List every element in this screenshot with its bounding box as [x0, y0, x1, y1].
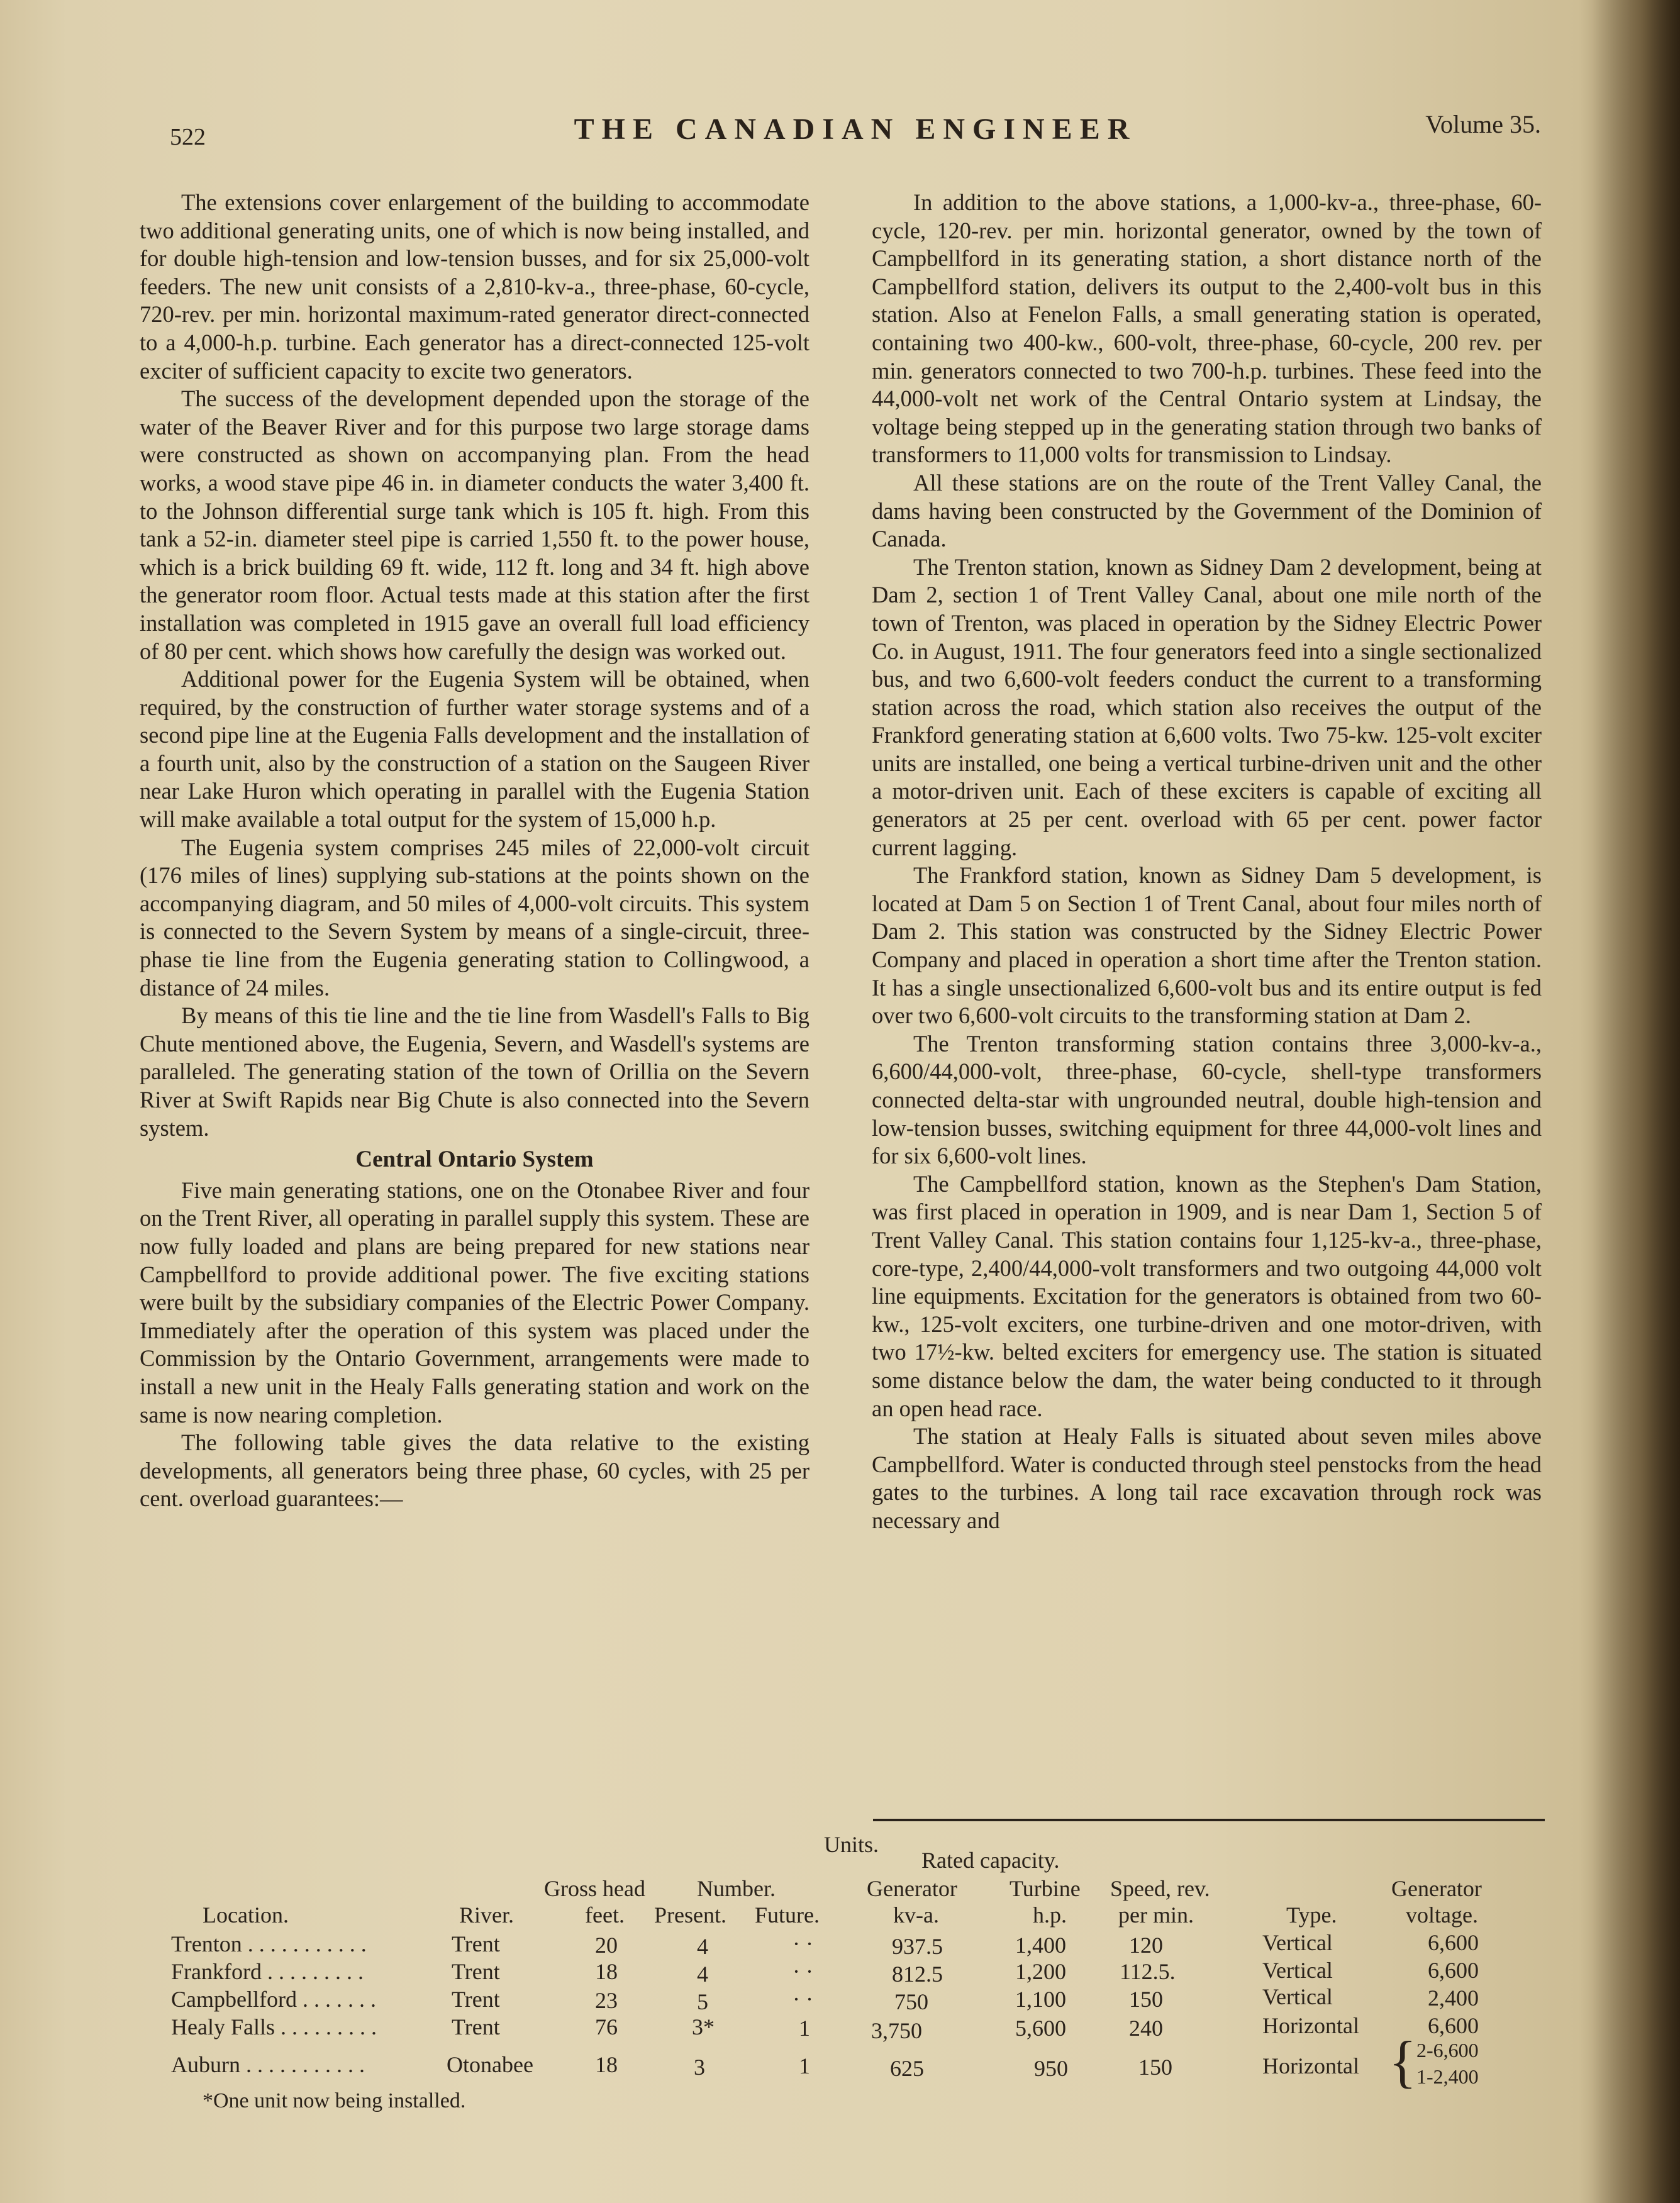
table-cell-present: 3 — [694, 2055, 705, 2080]
table-footnote: *One unit now being installed. — [203, 2089, 466, 2112]
paragraph: The Trenton transforming station contains three 3,000-kv-a., 6,600/44,000-volt, three-phase, 60-cycle, shell-type transformers connected delta-star with ungrounded neutral, double high-tension and low-tension busses, switching equipment for three 44,000-volt lines and for six 6,600-volt lines. — [872, 1030, 1542, 1169]
table-cell-speed: 150 — [1138, 2055, 1172, 2080]
table-cell-future: · · — [793, 1931, 813, 1956]
header-gen-voltage: Generator — [1391, 1876, 1482, 1901]
table-cell-present: 4 — [697, 1962, 708, 1987]
table-cell-future: · · — [793, 1959, 813, 1984]
paragraph: The extensions cover enlargement of the building to accommodate two additional generating units, one of which is now being installed, and for double high-tension and low-tension busses, and for six 25,000-volt feeders. The new unit consists of a 2,810-kv-a., three-phase, 60-cycle, 720-rev. per min. horizontal maximum-rated generator direct-connected to a 4,000-h.p. turbine. Each generator has a direct-connected 125-volt exciter of sufficient capacity to excite two generators. — [140, 189, 809, 384]
paragraph: All these stations are on the route of the Trent Valley Canal, the dams having been constructed by the Government of the Dominion of Canada. — [872, 469, 1542, 552]
group-header-rated-capacity: Rated capacity. — [921, 1848, 1060, 1873]
table-cell-voltage: 6,600 — [1428, 1930, 1479, 1955]
table-cell-present: 4 — [697, 1934, 708, 1959]
paragraph: By means of this tie line and the tie line from Wasdell's Falls to Big Chute mentioned above, the Eugenia, Severn, and Wasdell's systems are paralleled. The generating station of the town of Orillia on the Severn River at Swift Rapids near Big Chute is also connected into the Severn system. — [140, 1002, 809, 1141]
table-cell-speed: 112.5. — [1120, 1959, 1176, 1984]
table-cell-river: Otonabee — [447, 2052, 533, 2077]
paragraph: The station at Healy Falls is situated about seven miles above Campbellford. Water is conducted through steel penstocks from the head gates to the turbines. A long tail race excavation through rock was necessary and — [872, 1423, 1542, 1533]
header-turbine: Turbine — [1010, 1876, 1081, 1901]
table-cell-location: Frankford . . . . . . . . . — [171, 1959, 364, 1984]
table-cell-river: Trent — [452, 1987, 500, 2012]
paragraph: The Frankford station, known as Sidney Dam 5 development, is located at Dam 5 on Section 1 of Trent Canal, about four miles north of Dam 2. This station was constructed by the Sidney Electric Power Company and placed in operation a short time after the Trenton station. It has a single unsectionalized 6,600-volt bus and its entire output is fed over two 6,600-volt circuits to the transforming station at Dam 2. — [872, 862, 1542, 1029]
table-cell-kva: 625 — [890, 2056, 924, 2081]
table-cell-type: Vertical — [1262, 1930, 1333, 1955]
table-cell-head: 76 — [595, 2014, 618, 2039]
table-cell-kva: 3,750 — [871, 2018, 922, 2043]
header-type: Type. — [1286, 1902, 1337, 1928]
table-cell-future: 1 — [799, 2053, 810, 2078]
paragraph: The following table gives the data relative to the existing developments, all generators being three phase, 60 cycles, with 25 per cent. overload guarantees:— — [140, 1429, 809, 1512]
table-cell-hp: 950 — [1034, 2056, 1068, 2081]
table-cell-speed: 240 — [1129, 2016, 1163, 2041]
table-cell-hp: 1,400 — [1015, 1933, 1066, 1958]
table-cell-present: 3* — [692, 2014, 715, 2039]
stations-table — [157, 1831, 1541, 2114]
journal-title: THE CANADIAN ENGINEER — [574, 113, 1137, 146]
table-cell-head: 23 — [595, 1988, 618, 2013]
header-gross-head: Gross head — [544, 1876, 645, 1901]
group-header-units: Units. — [824, 1832, 879, 1857]
table-cell-voltage: 6,600 — [1428, 2013, 1479, 2038]
table-cell-location: Healy Falls . . . . . . . . . — [171, 2014, 377, 2039]
paragraph: The Campbellford station, known as the Stephen's Dam Station, was first placed in operation in 1909, and is near Dam 1, Section 5 of Trent Valley Canal. This station contains four 1,125-kv-a., three-phase, core-type, 2,400/44,000-volt transformers and two outgoing 44,000 volt line equipments. Excitation for the generators is obtained from two 60-kw., 125-volt exciters, one turbine-driven and one motor-driven, with two 17½-kw. belted exciters for emergency use. The station is situated some distance below the dam, the water being conducted to it through an open head race. — [872, 1170, 1542, 1421]
header-speed: Speed, rev. — [1110, 1876, 1210, 1901]
table-cell-voltage: 6,600 — [1428, 1958, 1479, 1983]
table-cell-location: Auburn . . . . . . . . . . . — [171, 2052, 365, 2077]
header-number: Number. — [697, 1876, 776, 1901]
table-cell-head: 18 — [595, 2052, 618, 2077]
table-cell-hp: 5,600 — [1015, 2016, 1066, 2041]
voltage-brace: { — [1389, 2029, 1417, 2094]
paragraph: In addition to the above stations, a 1,000-kv-a., three-phase, 60-cycle, 120-rev. per min. horizontal generator, owned by the town of Campbellford in its generating station, a short distance north of the Campbellford station, delivers its output to the 2,400-volt bus in this station. Also at Fenelon Falls, a small generating station is operated, containing two 400-kw., 600-volt, three-phase, 60-cycle, 200 rev. per min. generators connected to two 700-h.p. turbines. These feed into the 44,000-volt net work of the Central Ontario system at Lindsay, the voltage being stepped up in the generating station through two banks of transformers to 11,000 volts for transmission to Lindsay. — [872, 189, 1542, 468]
paragraph: Additional power for the Eugenia System will be obtained, when required, by the construction of further water storage systems and of a second pipe line at the Eugenia Falls development and the installation of a fourth unit, also by the construction of a station on the Saugeen River near Lake Huron which operating in parallel with the Eugenia Station will make available a total output for the system of 15,000 h.p. — [140, 666, 809, 833]
right-column — [872, 189, 1542, 1836]
table-cell-location: Campbellford . . . . . . . — [171, 1987, 376, 2012]
table-cell-river: Trent — [452, 1931, 500, 1956]
header-feet: feet. — [585, 1902, 625, 1928]
header-location: Location. — [203, 1902, 289, 1928]
header-present: Present. — [654, 1902, 726, 1928]
table-cell-kva: 750 — [894, 1989, 928, 2014]
table-cell-head: 20 — [595, 1933, 618, 1958]
paragraph: The success of the development depended upon the storage of the water of the Beaver River and for this purpose two large storage dams were constructed as shown on accompanying plan. From the head works, a wood stave pipe 46 in. in diameter conducts the water 3,400 ft. to the Johnson differential surge tank which is 105 ft. high. From this tank a 52-in. diameter steel pipe is carried 1,550 ft. to the power house, which is a brick building 69 ft. wide, 112 ft. long and 34 ft. high above the generator room floor. Actual tests made at this station after the first installation was completed in 1915 gave an overall full load efficiency of 80 per cent. which shows how carefully the design was worked out. — [140, 386, 809, 664]
paragraph: The Trenton station, known as Sidney Dam 2 development, being at Dam 2, section 1 of Trent Valley Canal, about one mile north of the town of Trenton, was placed in operation by the Sidney Electric Power Co. in August, 1911. The four generators feed into a single sectionalized bus, and two 6,600-volt feeders conduct the current to a transforming station across the road, which station also receives the output of the Frankford generating station at 6,600 volts. Two 75-kw. 125-volt exciter units are installed, one being a vertical turbine-driven unit and the other a motor-driven unit. Each of these exciters is capable of exciting all generators at 25 per cent. overload with 65 per cent. power factor current lagging. — [872, 553, 1542, 860]
page-number: 522 — [170, 124, 206, 150]
table-cell-hp: 1,200 — [1015, 1959, 1066, 1984]
table-cell-type: Vertical — [1262, 1958, 1333, 1983]
header-hp: h.p. — [1033, 1902, 1067, 1928]
paragraph: The Eugenia system comprises 245 miles of 22,000-volt circuit (176 miles of lines) supplying sub-stations at the points shown on the accompanying diagram, and 50 miles of 4,000-volt circuits. This system is connected to the Severn System by means of a single-circuit, three-phase tie line from the Eugenia generating station to Collingwood, a distance of 24 miles. — [140, 834, 809, 1001]
header-generator: Generator — [867, 1876, 957, 1901]
column-rule — [873, 1819, 1545, 1821]
table-cell-river: Trent — [452, 2014, 500, 2039]
paragraph: Five main generating stations, one on the Otonabee River and four on the Trent River, all operating in parallel supply this system. These are now fully loaded and plans are being prepared for new stations near Campbellford to provide additional power. The five exciting stations were built by the subsidiary companies of the Electric Power Company. Immediately after the operation of this system was placed under the Commission by the Ontario Government, arrangements were made to install a new unit in the Healy Falls generating station and work on the same is now nearing completion. — [140, 1177, 809, 1428]
binding-shadow — [1592, 0, 1680, 2203]
header-voltage: voltage. — [1406, 1902, 1478, 1928]
table-cell-river: Trent — [452, 1959, 500, 1984]
table-cell-type: Horizontal — [1262, 2013, 1359, 2038]
table-cell-voltage-2: 1-2,400 — [1416, 2065, 1479, 2088]
table-cell-voltage-1: 2-6,600 — [1416, 2039, 1479, 2061]
header-kva: kv-a. — [893, 1902, 939, 1928]
table-cell-kva: 937.5 — [892, 1934, 943, 1959]
table-cell-kva: 812.5 — [892, 1962, 943, 1987]
left-column — [140, 189, 809, 1836]
page-header — [170, 106, 1541, 156]
table-cell-speed: 150 — [1129, 1987, 1163, 2012]
table-cell-type: Vertical — [1262, 1984, 1333, 2009]
table-cell-hp: 1,100 — [1015, 1987, 1066, 2012]
table-cell-future: · · — [793, 1987, 813, 2012]
volume-label: Volume 35. — [1425, 110, 1541, 138]
table-cell-present: 5 — [697, 1989, 708, 2014]
header-future: Future. — [755, 1902, 820, 1928]
table-cell-location: Trenton . . . . . . . . . . . — [171, 1931, 367, 1956]
table-cell-voltage: 2,400 — [1428, 1985, 1479, 2011]
table-cell-type: Horizontal — [1262, 2053, 1359, 2078]
table-cell-future: 1 — [799, 2016, 810, 2041]
section-heading: Central Ontario System — [355, 1146, 594, 1173]
table-cell-speed: 120 — [1129, 1933, 1163, 1958]
header-river: River. — [459, 1902, 514, 1928]
table-cell-head: 18 — [595, 1959, 618, 1984]
header-per-min: per min. — [1118, 1902, 1194, 1928]
